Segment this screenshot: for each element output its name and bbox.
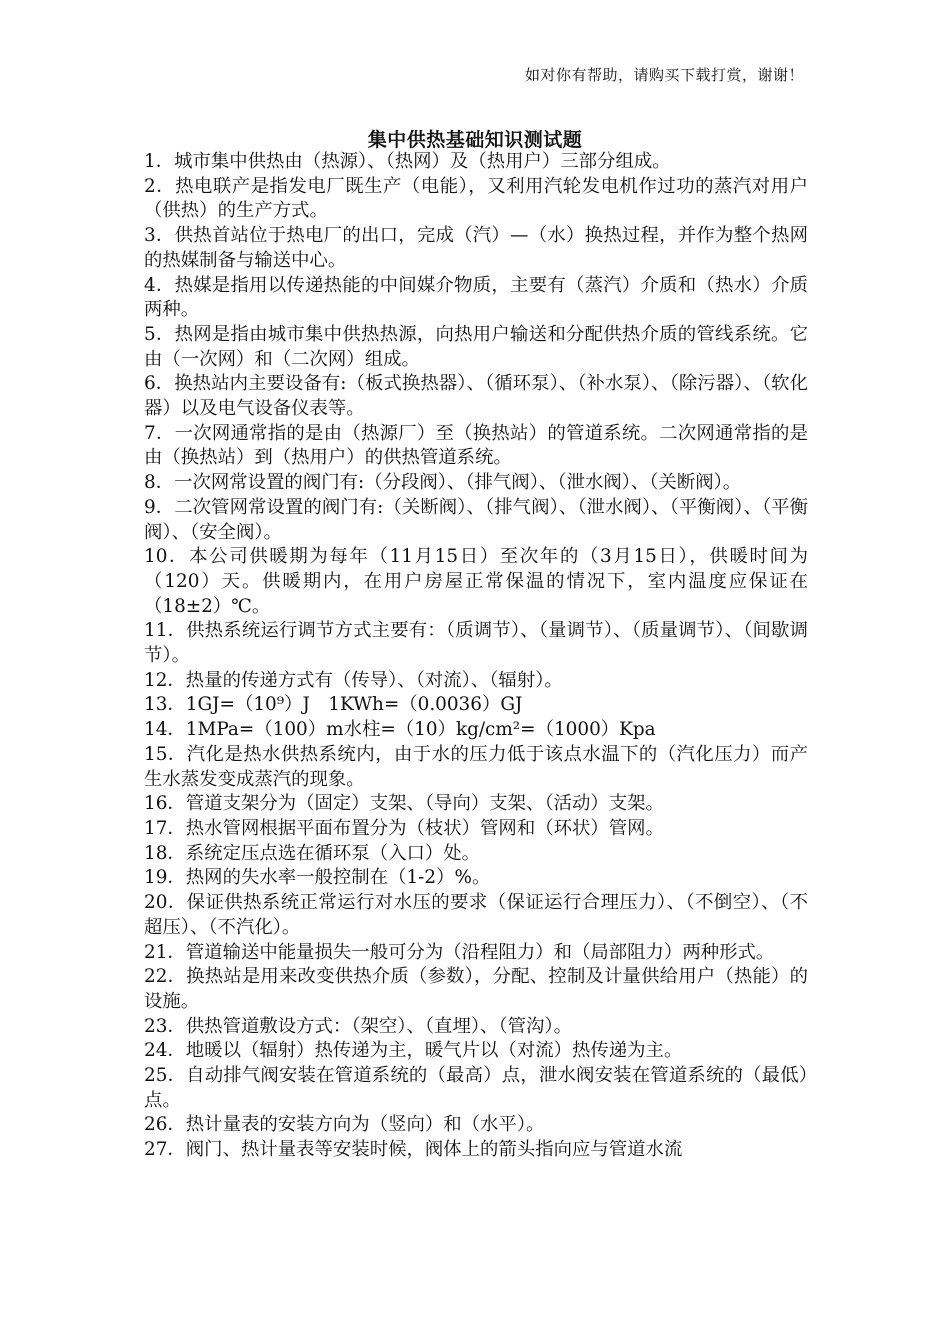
question-item: 24．地暖以（辐射）热传递为主，暖气片以（对流）热传递为主。 <box>144 1040 683 1062</box>
question-item: 6．换热站内主要设备有:（板式换热器）、（循环泵）、（补水泵）、（除污器）、（软化器）以及电气设备仪表等。 <box>144 373 808 420</box>
question-item: 5．热网是指由城市集中供热热源，向热用户输送和分配供热介质的管线系统。它由（一次网）和（二次网）组成。 <box>144 323 808 370</box>
question-item: 26．热计量表的安装方向为（竖向）和（水平）。 <box>144 1114 545 1136</box>
question-item: 11．供热系统运行调节方式主要有：（质调节）、（量调节）、（质量调节）、（间歇调节）。 <box>144 620 808 667</box>
question-item: 8．一次网常设置的阀门有:（分段阀）、（排气阀）、（泄水阀）、（关断阀）。 <box>144 472 742 494</box>
question-item: 2．热电联产是指发电厂既生产（电能），又利用汽轮发电机作过功的蒸汽对用户（供热）的生产方式。 <box>144 175 808 222</box>
question-item: 1．城市集中供热由（热源）、（热网）及（热用户）三部分组成。 <box>144 151 671 172</box>
document-title: 集中供热基础知识测试题 <box>367 129 583 151</box>
question-item: 16．管道支架分为（固定）支架、（导向）支架、（活动）支架。 <box>144 793 664 815</box>
question-item: 15．汽化是热水供热系统内，由于水的压力低于该点水温下的（汽化压力）而产生水蒸发变成蒸汽的现象。 <box>144 743 808 790</box>
question-item: 10．本公司供暖期为每年（11月15日）至次年的（3月15日），供暖时间为（120）天。供暖期内，在用户房屋正常保温的情况下，室内温度应保证在（18±2）℃。 <box>144 546 808 617</box>
question-item: 3．供热首站位于热电厂的出口，完成（汽）—（水）换热过程，并作为整个热网的热媒制备与输送中心。 <box>144 225 808 271</box>
question-item: 9．二次管网常设置的阀门有:（关断阀）、（排气阀）、（泄水阀）、（平衡阀）、（平衡阀）、（安全阀）。 <box>144 496 808 543</box>
question-item: 7．一次网通常指的是由（热源厂）至（换热站）的管道系统。二次网通常指的是由（换热站）到（热用户）的供热管道系统。 <box>144 422 808 469</box>
question-item: 21．管道输送中能量损失一般可分为（沿程阻力）和（局部阻力）两种形式。 <box>144 941 775 963</box>
question-item: 14．1MPa=（100）m水柱=（10）kg/cm²=（1000）Kpa <box>144 719 656 741</box>
question-item: 27．阀门、热计量表等安装时候，阀体上的箭头指向应与管道水流 <box>144 1139 683 1161</box>
question-item: 20．保证供热系统正常运行对水压的要求（保证运行合理压力）、（不倒空）、（不超压）、（不汽化）。 <box>144 892 808 938</box>
question-item: 17．热水管网根据平面布置分为（枝状）管网和（环状）管网。 <box>144 817 664 839</box>
question-item: 12．热量的传递方式有（传导）、（对流）、（辐射）。 <box>144 669 563 691</box>
question-item: 19．热网的失水率一般控制在（1-2）%。 <box>144 867 491 889</box>
question-list <box>144 150 808 1163</box>
question-item: 13．1GJ=（10⁹）J 1KWh=（0.0036）GJ <box>144 694 523 716</box>
question-item: 25．自动排气阀安装在管道系统的（最高）点，泄水阀安装在管道系统的（最低）点。 <box>144 1065 808 1111</box>
question-item: 23．供热管道敷设方式：（架空）、（直埋）、（管沟）。 <box>144 1015 572 1037</box>
question-item: 22．换热站是用来改变供热介质（参数），分配、控制及计量供给用户（热能）的设施。 <box>144 966 808 1012</box>
header-note: 如对你有帮助，请购买下载打赏，谢谢！ <box>524 66 804 84</box>
question-item: 4．热媒是指用以传递热能的中间媒介物质，主要有（蒸汽）介质和（热水）介质两种。 <box>144 274 808 321</box>
question-item: 18．系统定压点选在循环泵（入口）处。 <box>144 842 481 864</box>
